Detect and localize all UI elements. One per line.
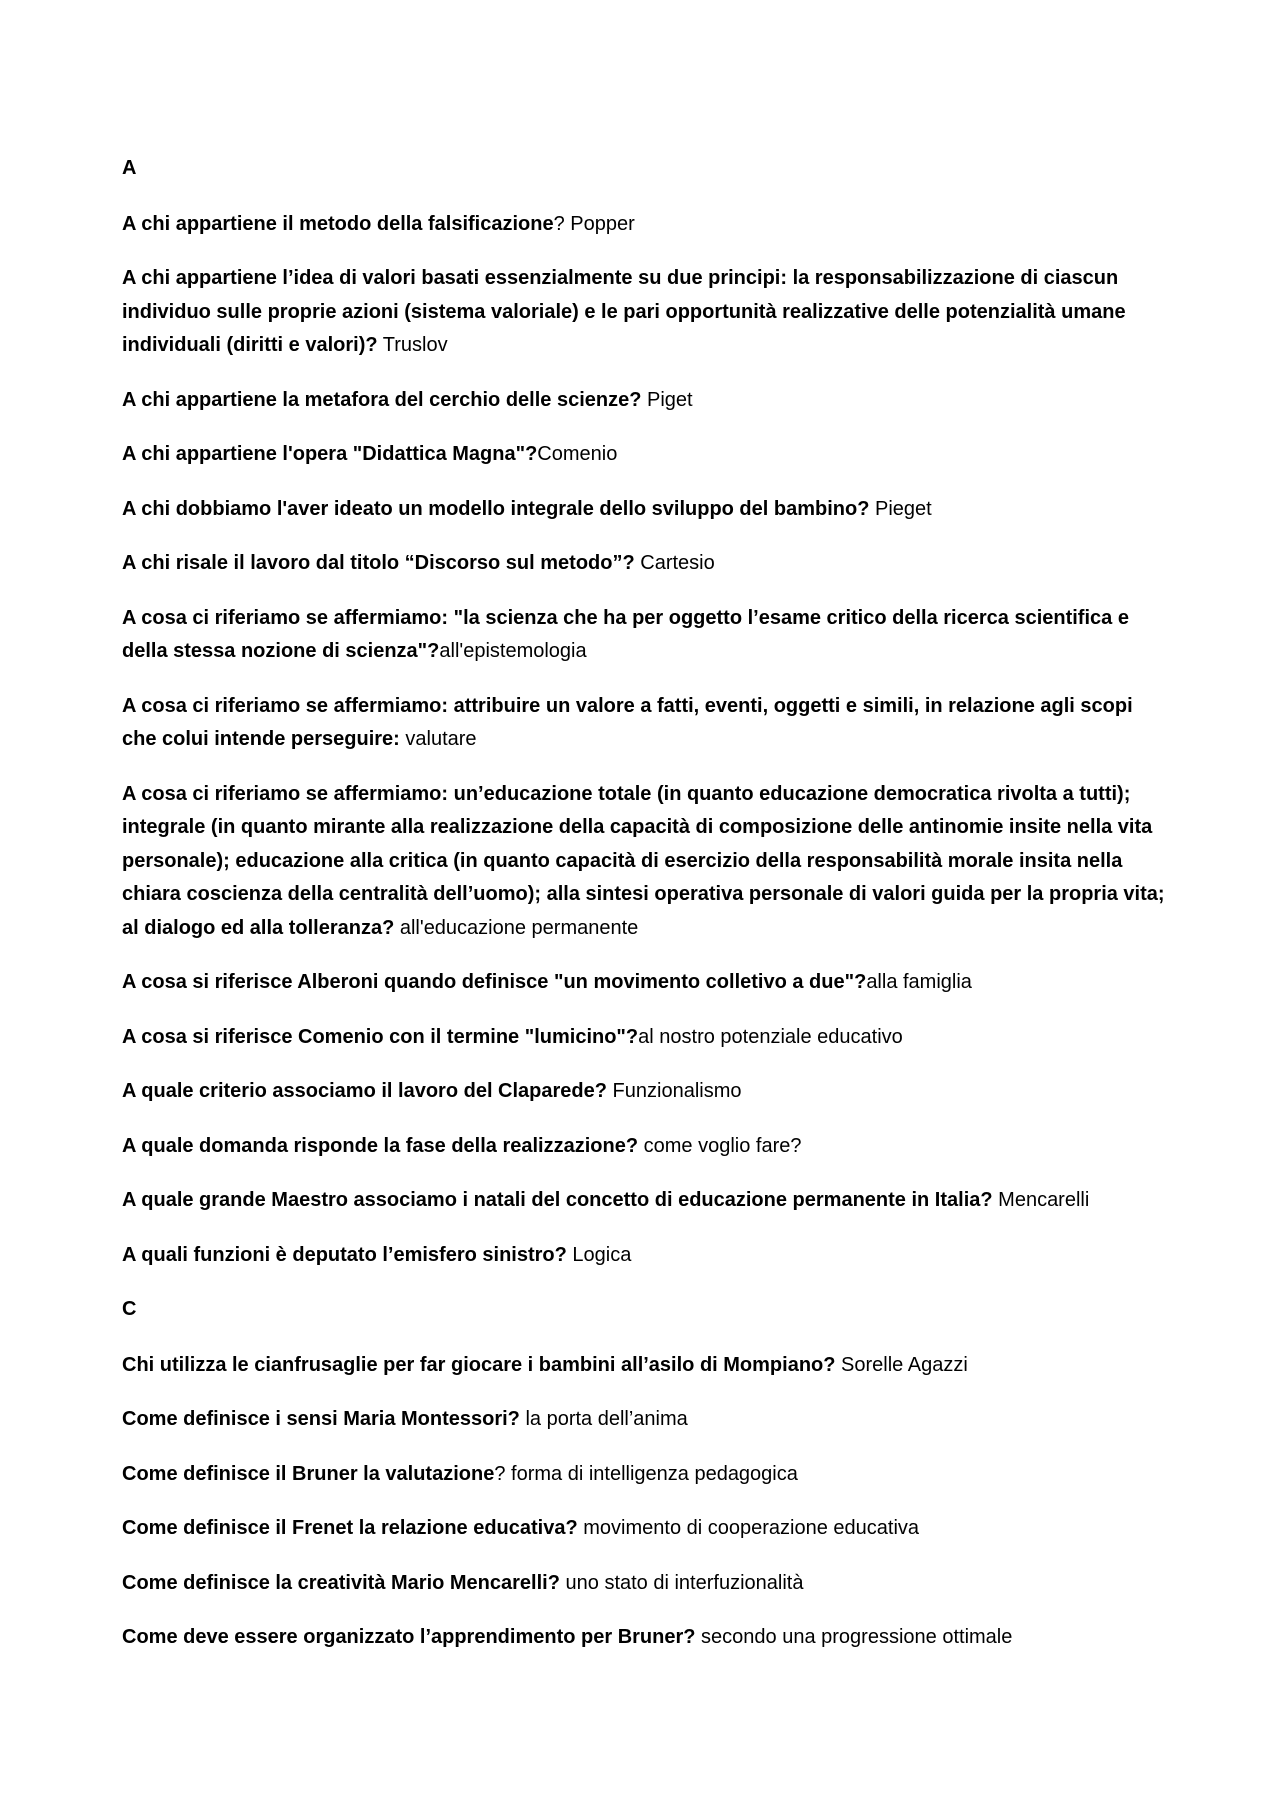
question: A cosa si riferisce Alberoni quando definisce "un movimento colletivo a due"?: [122, 971, 867, 993]
answer: secondo una progressione ottimale: [701, 1626, 1013, 1648]
question: A chi appartiene l’idea di valori basati essenzialmente su due principi: la responsabilizzazione di ciascun individuo sulle proprie azioni (sistema valoriale) e le pari opportunità realizzative delle potenzialità umane individuali (diritti e valori)?: [122, 267, 1126, 356]
qa-item: [122, 1239, 1172, 1273]
answer: Logica: [572, 1243, 632, 1266]
question: A cosa ci riferiamo se affermiamo: attribuire un valore a fatti, eventi, oggetti e simili, in relazione agli scopi che colui intende perseguire:: [122, 694, 1133, 750]
answer: movimento di cooperazione educativa: [583, 1517, 920, 1539]
qa-item: [122, 1075, 1172, 1109]
answer: Piget: [647, 388, 693, 411]
qa-item: [122, 1567, 1172, 1601]
answer: uno stato di interfuzionalità: [565, 1571, 804, 1594]
section-heading-a: A: [122, 157, 137, 179]
qa-item: [122, 778, 1172, 946]
qa-item: [122, 1512, 1172, 1546]
question: A quali funzioni è deputato l’emisfero sinistro?: [122, 1243, 567, 1266]
question: A cosa si riferisce Comenio con il termine "lumicino"?: [122, 1025, 639, 1048]
answer: Mencarelli: [998, 1189, 1090, 1211]
answer: forma di intelligenza pedagogica: [511, 1462, 798, 1485]
qa-item: [122, 262, 1172, 363]
question: A quale criterio associamo il lavoro del Claparede?: [122, 1080, 607, 1102]
qa-item: [122, 1403, 1172, 1437]
qa-item: [122, 602, 1172, 669]
separator: ?: [494, 1462, 512, 1485]
answer: valutare: [405, 728, 477, 750]
qa-item: [122, 1458, 1172, 1492]
question: A quale domanda risponde la fase della realizzazione?: [122, 1134, 639, 1157]
answer: Sorelle Agazzi: [841, 1353, 968, 1376]
qa-item: [122, 966, 1172, 1000]
answer: la porta dell’anima: [525, 1408, 688, 1430]
question: Come definisce il Bruner la valutazione: [122, 1462, 495, 1485]
question: A chi appartiene il metodo della falsificazione: [122, 212, 554, 235]
question: Chi utilizza le cianfrusaglie per far giocare i bambini all’asilo di Mompiano?: [122, 1353, 836, 1376]
separator: ?: [553, 212, 571, 235]
question: A chi risale il lavoro dal titolo “Discorso sul metodo”?: [122, 552, 635, 574]
answer: Cartesio: [640, 552, 715, 574]
qa-item: [122, 384, 1172, 418]
qa-item: [122, 438, 1172, 472]
qa-item: [122, 690, 1172, 757]
answer: Funzionalismo: [612, 1080, 742, 1102]
qa-item: [122, 1184, 1172, 1218]
qa-item: [122, 547, 1172, 581]
question: A quale grande Maestro associamo i natali del concetto di educazione permanente in Italia?: [122, 1189, 993, 1211]
answer: Pieget: [875, 497, 932, 520]
qa-item: [122, 208, 1172, 242]
answer: all'epistemologia: [439, 640, 587, 662]
answer: al nostro potenziale educativo: [638, 1025, 903, 1048]
question: A chi appartiene la metafora del cerchio delle scienze?: [122, 388, 642, 411]
question: Come definisce i sensi Maria Montessori?: [122, 1408, 520, 1430]
question: Come deve essere organizzato l’apprendimento per Bruner?: [122, 1626, 696, 1648]
answer: alla famiglia: [866, 971, 972, 993]
question: A cosa ci riferiamo se affermiamo: "la scienza che ha per oggetto l’esame critico della ricerca scientifica e della stessa nozione di scienza"?: [122, 606, 1129, 662]
section-heading-c: C: [122, 1298, 137, 1320]
answer: come voglio fare?: [643, 1134, 802, 1157]
qa-item: [122, 493, 1172, 527]
qa-item: [122, 1130, 1172, 1164]
question: A chi appartiene l'opera "Didattica Magna"?: [122, 443, 538, 465]
question: A chi dobbiamo l'aver ideato un modello integrale dello sviluppo del bambino?: [122, 497, 870, 520]
question: A cosa ci riferiamo se affermiamo: un’educazione totale (in quanto educazione democratica rivolta a tutti); integrale (in quanto mirante alla realizzazione della capacità di composizione delle antinomie insite nella vita personale); educazione alla critica (in quanto capacità di esercizio della responsabilità morale insita nella chiara coscienza della centralità dell’uomo); alla sintesi operativa personale di valori guida per la propria vita; al dialogo ed alla tolleranza?: [122, 782, 1165, 939]
document-content: [122, 152, 1172, 1676]
answer: Truslov: [382, 334, 448, 356]
answer: Comenio: [537, 443, 618, 465]
qa-item: [122, 1349, 1172, 1383]
question: Come definisce la creatività Mario Mencarelli?: [122, 1571, 560, 1594]
answer: Popper: [570, 212, 635, 235]
qa-item: [122, 1621, 1172, 1655]
question: Come definisce il Frenet la relazione educativa?: [122, 1517, 578, 1539]
answer: all'educazione permanente: [399, 916, 639, 939]
qa-item: [122, 1021, 1172, 1055]
